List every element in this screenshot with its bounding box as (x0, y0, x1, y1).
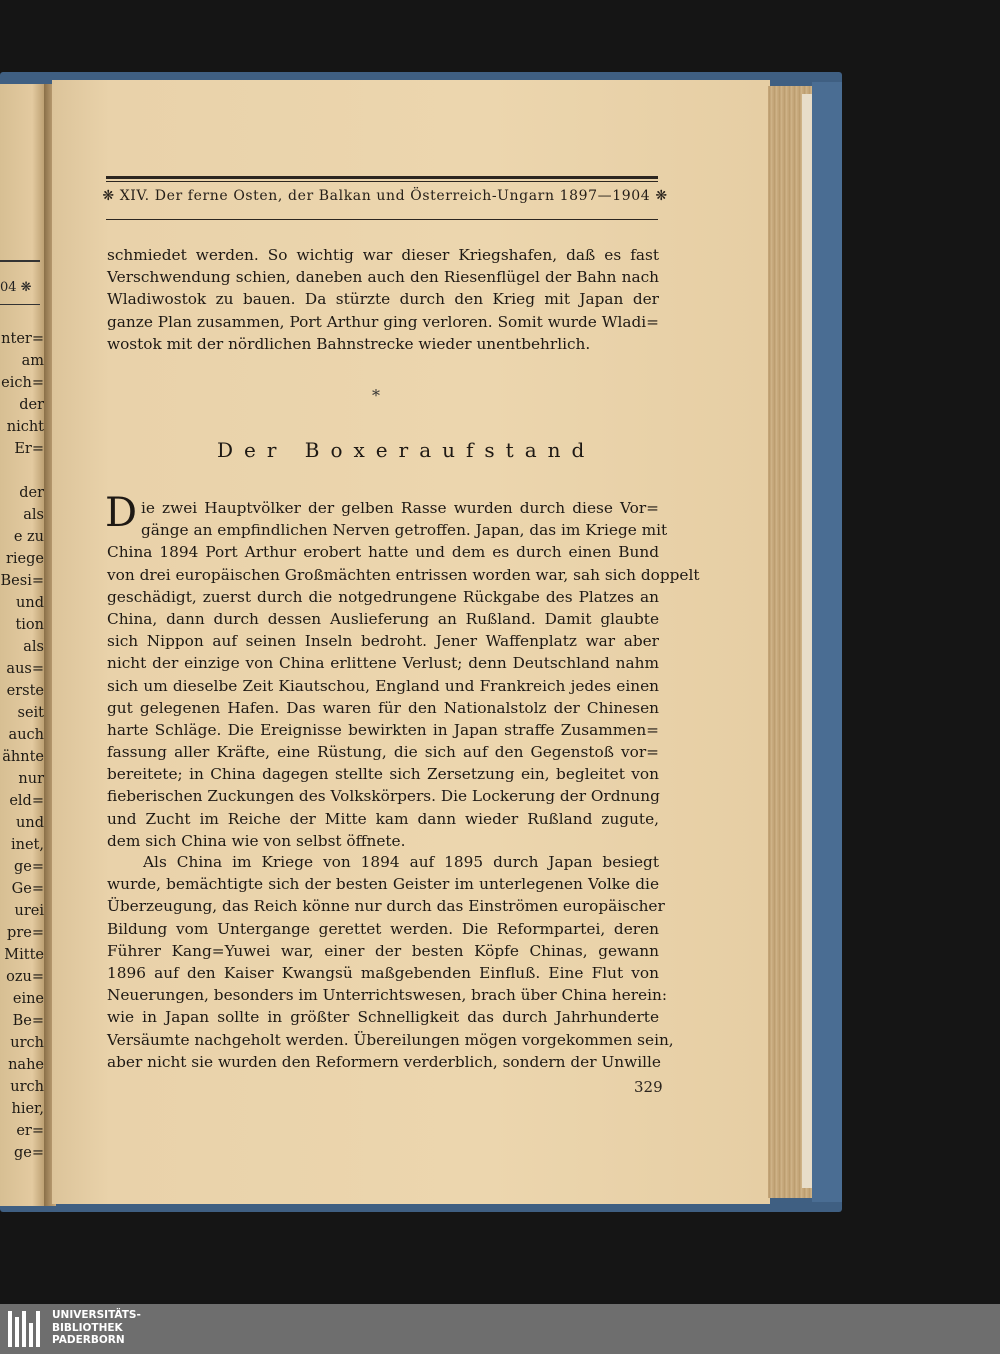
paragraph-1 (107, 244, 659, 355)
left-line-fragment: seit (17, 705, 44, 721)
left-line-fragment: ähnte (2, 749, 44, 765)
logo-line: PADERBORN (52, 1334, 125, 1346)
left-line-fragment: ozu= (6, 969, 44, 985)
left-line-fragment: eich= (1, 375, 44, 391)
left-line-fragment: Besi= (0, 573, 44, 589)
library-logo-text (52, 1309, 141, 1347)
text-line: von drei europäischen Großmächten entrissen worden war, sah sich doppelt (107, 565, 700, 584)
text-line: harte Schläge. Die Ereignisse bewirkten in Japan straffe Zusammen= (107, 720, 659, 739)
text-line: Neuerungen, besonders im Unterrichtswesen, brach über China herein: (107, 986, 667, 1005)
text-line: fassung aller Kräfte, eine Rüstung, die sich auf den Gegenstoß vor= (107, 743, 659, 762)
text-line: schmiedet werden. So wichtig war dieser Kriegshafen, daß es fast (107, 246, 659, 264)
left-running-head-fragment: 04 ❋ (0, 280, 32, 295)
text-line: fieberischen Zuckungen des Volkskörpers. Die Lockerung der Ordnung (107, 787, 660, 806)
text-line: sich Nippon auf seinen Inseln bedroht. Jener Waffenplatz war aber (107, 632, 659, 651)
left-header-rule-bottom (0, 304, 40, 305)
left-line-fragment: und (16, 595, 44, 611)
previous-page-strip (0, 84, 46, 1206)
left-line-fragment: Mitte (4, 947, 44, 963)
book-cover-edge (812, 82, 842, 1202)
text-line: aber nicht sie wurden den Reformern verderblich, sondern der Unwille (107, 1052, 661, 1071)
left-line-fragment: der (19, 485, 44, 501)
logo-line: UNIVERSITÄTS- (52, 1309, 141, 1321)
text-line: Bildung vom Untergange gerettet werden. Die Reformpartei, deren (107, 919, 659, 938)
header-rule-thin (106, 181, 658, 182)
left-line-fragment: nahe (8, 1057, 44, 1073)
text-line: nicht der einzige von China erlittene Verlust; denn Deutschland nahm (107, 654, 659, 673)
left-header-rule (0, 260, 40, 262)
section-separator: * (372, 386, 380, 405)
section-title: Der Boxeraufstand (217, 438, 596, 462)
text-line: Als China im Kriege von 1894 auf 1895 durch Japan besiegt (143, 853, 659, 871)
left-line-fragment: Er= (14, 441, 44, 457)
text-line: dem sich China wie von selbst öffnete. (107, 831, 406, 850)
text-line: wie in Japan sollte in größter Schnelligkeit das durch Jahrhunderte (107, 1008, 659, 1027)
library-logo-icon (8, 1311, 44, 1347)
left-line-fragment: inet, (11, 837, 44, 853)
left-line-fragment: urch (10, 1035, 44, 1051)
logo-line: BIBLIOTHEK (52, 1321, 123, 1334)
text-line: sich um dieselbe Zeit Kiautschou, England und Frankreich jedes einen (107, 676, 659, 695)
running-head: ❋ XIV. Der ferne Osten, der Balkan und Österreich-Ungarn 1897—1904 ❋ (102, 188, 668, 204)
text-line: ganze Plan zusammen, Port Arthur ging verloren. Somit wurde Wladi= (107, 312, 659, 331)
left-line-fragment: als (23, 507, 44, 523)
text-line: 1896 auf den Kaiser Kwangsü maßgebenden Einfluß. Eine Flut von (107, 963, 659, 982)
left-line-fragment: nter= (1, 331, 44, 347)
text-line: wostok mit der nördlichen Bahnstrecke wieder unentbehrlich. (107, 334, 591, 353)
left-page-line-fragments (0, 328, 44, 1164)
left-line-fragment: riege (5, 551, 44, 567)
left-line-fragment: nur (18, 771, 44, 787)
left-line-fragment: hier, (11, 1101, 44, 1117)
left-line-fragment: e zu (13, 529, 44, 545)
left-line-fragment: pre= (7, 925, 44, 941)
left-line-fragment: urch (10, 1079, 44, 1095)
left-line-fragment: er= (16, 1123, 44, 1139)
text-line: Überzeugung, das Reich könne nur durch das Einströmen europäischer (107, 897, 665, 916)
text-line: geschädigt, zuerst durch die notgedrungene Rückgabe des Platzes an (107, 587, 659, 606)
text-line: Versäumte nachgeholt werden. Übereilungen mögen vorgekommen sein, (107, 1030, 674, 1049)
left-line-fragment: ge= (13, 1145, 44, 1161)
left-line-fragment: erste (6, 683, 44, 699)
left-line-fragment: eine (12, 991, 44, 1007)
text-line: gut gelegenen Hafen. Das waren für den Nationalstolz der Chinesen (107, 698, 659, 717)
text-line: China 1894 Port Arthur erobert hatte und dem es durch einen Bund (107, 543, 659, 562)
left-line-fragment: ge= (13, 859, 44, 875)
text-line: Führer Kang=Yuwei war, einer der besten Köpfe Chinas, gewann (107, 941, 659, 960)
text-line: ie zwei Hauptvölker der gelben Rasse wurden durch diese Vor= (141, 499, 659, 517)
paragraph-2 (107, 497, 700, 852)
left-line-fragment: auch (8, 727, 44, 743)
text-line: Wladiwostok zu bauen. Da stürzte durch den Krieg mit Japan der (107, 290, 659, 309)
left-line-fragment (0, 460, 44, 482)
left-line-fragment: als (23, 639, 44, 655)
left-line-fragment: am (21, 353, 44, 369)
left-line-fragment: eld= (9, 793, 44, 809)
drop-cap: D (105, 490, 138, 536)
text-line: Verschwendung schien, daneben auch den Riesenflügel der Bahn nach (107, 268, 659, 287)
text-line: wurde, bemächtigte sich der besten Geister im unterlegenen Volke die (107, 875, 659, 894)
text-line: bereitete; in China dagegen stellte sich Zersetzung ein, begleitet von (107, 765, 659, 784)
text-line: und Zucht im Reiche der Mitte kam dann wieder Rußland zugute, (107, 809, 659, 828)
left-line-fragment: und (16, 815, 44, 831)
left-line-fragment: aus= (6, 661, 44, 677)
left-line-fragment: nicht (6, 419, 44, 435)
header-rule-bottom (106, 219, 658, 220)
page-stack-edge (768, 86, 812, 1198)
header-rule-thick (106, 176, 658, 179)
left-line-fragment: tion (15, 617, 44, 633)
left-line-fragment: urei (14, 903, 44, 919)
library-footer (0, 1304, 1000, 1354)
left-line-fragment: Be= (12, 1013, 44, 1029)
text-line: gänge an empfindlichen Nerven getroffen. Japan, das im Kriege mit (141, 521, 668, 540)
left-line-fragment: Ge= (11, 881, 44, 897)
page-number: 329 (634, 1078, 663, 1096)
paragraph-3 (107, 851, 674, 1073)
text-line: China, dann durch dessen Auslieferung an Rußland. Damit glaubte (107, 609, 659, 628)
left-line-fragment: der (19, 397, 44, 413)
